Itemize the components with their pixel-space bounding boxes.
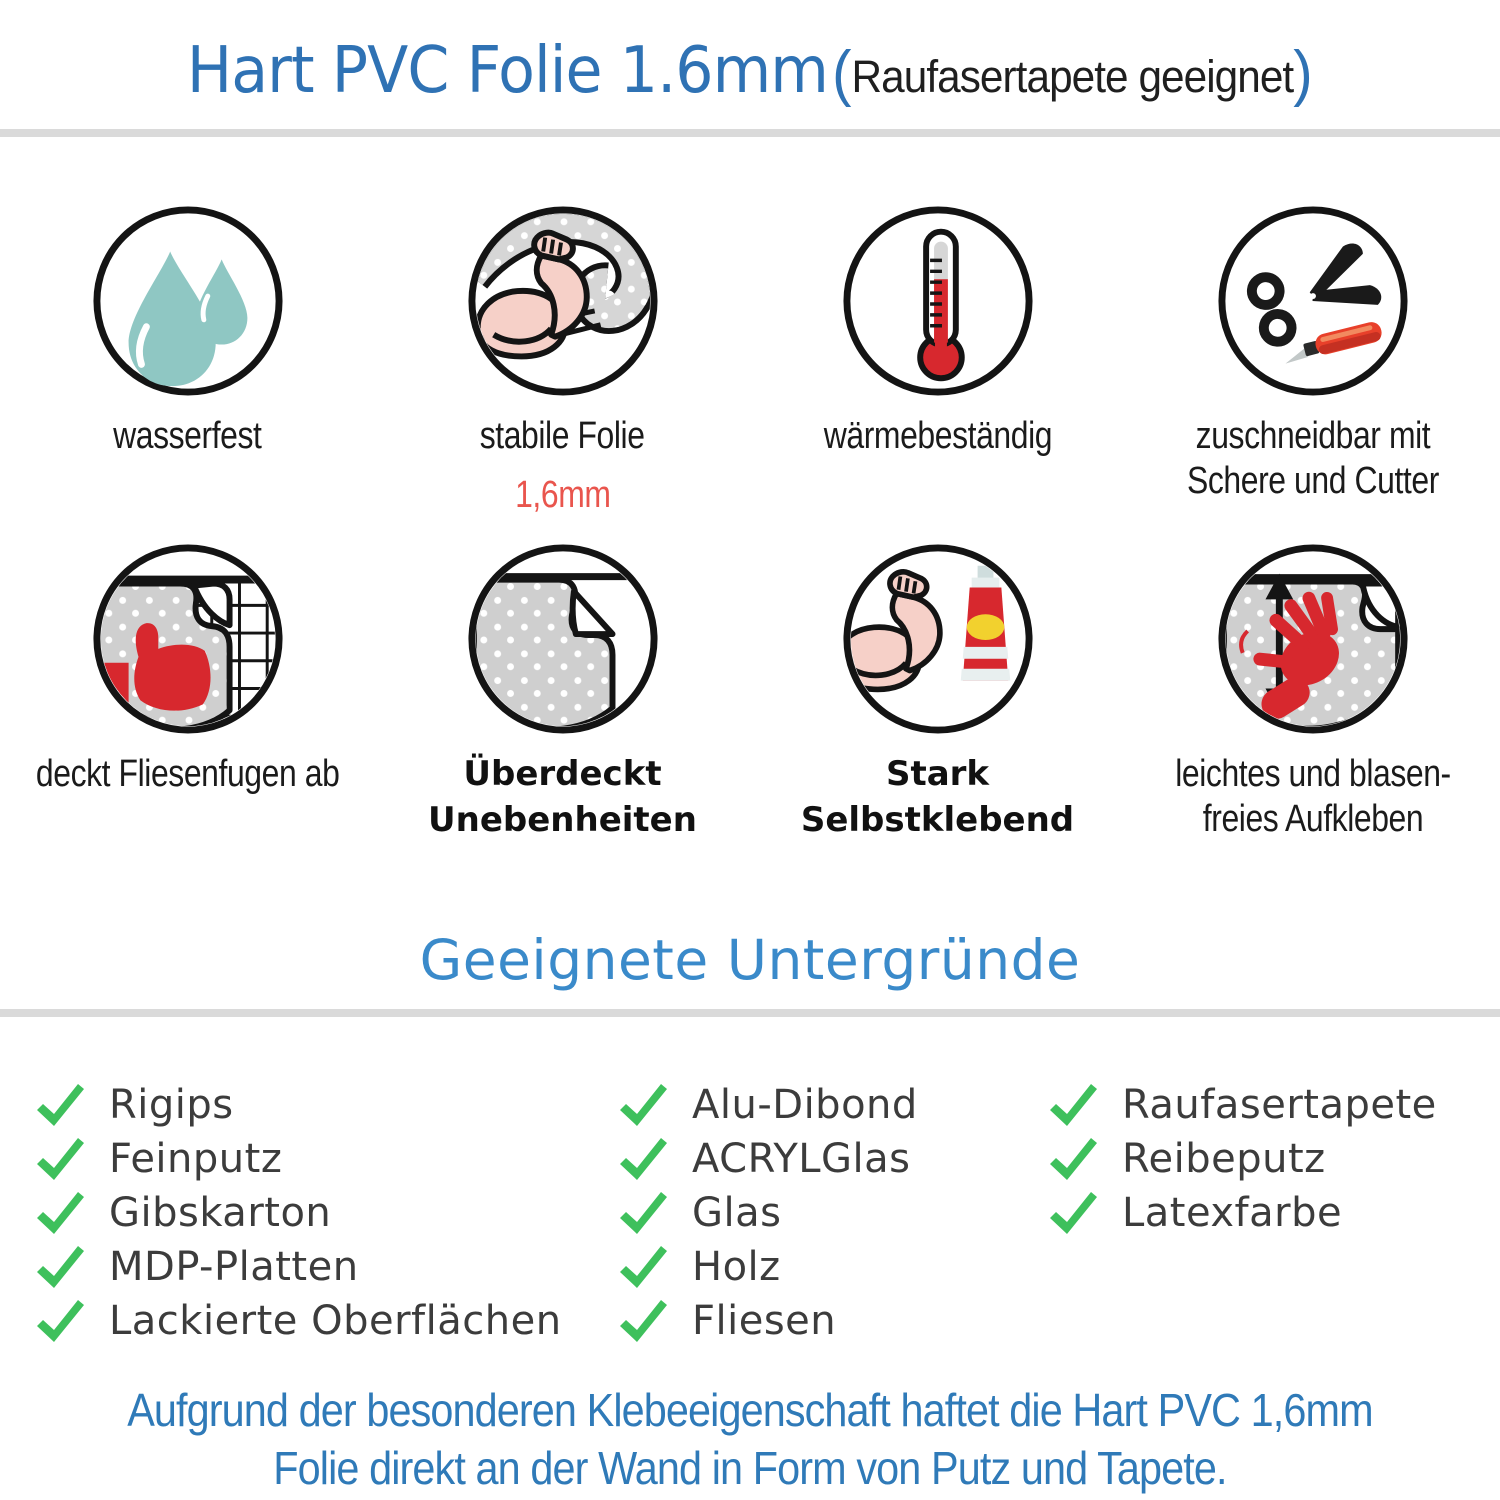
- checklist-item: [1048, 1132, 1437, 1186]
- muscle-glue-tube-icon: [839, 540, 1037, 738]
- feature-cuttable: [1125, 202, 1500, 518]
- page-title: [0, 34, 1500, 109]
- check-icon: [1048, 1191, 1100, 1235]
- feature-heat-resistant: [750, 202, 1125, 518]
- check-icon: [1048, 1083, 1100, 1127]
- surface-column-3: [1048, 1078, 1437, 1240]
- title-paren-close: ): [1293, 39, 1313, 108]
- surface-label: Gibskarton: [109, 1190, 332, 1236]
- feature-label: [1175, 752, 1451, 842]
- feature-waterproof: [0, 202, 375, 518]
- dotted-film-fold-icon: [464, 540, 662, 738]
- feature-label: wärmebeständig: [823, 415, 1052, 457]
- feature-label-line: leichtes und blasen-: [1174, 753, 1451, 795]
- surface-label: Reibeputz: [1122, 1136, 1326, 1182]
- feature-label: [801, 752, 1074, 844]
- surface-label: Glas: [692, 1190, 782, 1236]
- checklist-item: [35, 1132, 562, 1186]
- feature-label-line: zuschneidbar mit: [1195, 415, 1430, 457]
- divider-middle: [0, 1009, 1500, 1017]
- check-icon: [618, 1191, 670, 1235]
- checklist-item: [618, 1078, 918, 1132]
- feature-label-line: Stark: [885, 754, 990, 794]
- footer-note: [0, 1382, 1500, 1498]
- footer-line-2: Folie direkt an der Wand in Form von Putz und Tapete.: [273, 1441, 1227, 1494]
- feature-label-line: Schere und Cutter: [1186, 459, 1439, 502]
- feature-label: deckt Fliesenfugen ab: [35, 753, 340, 795]
- surface-label: Latexfarbe: [1122, 1190, 1343, 1236]
- thumb-up-tiles-icon: [89, 540, 287, 738]
- check-icon: [618, 1083, 670, 1127]
- feature-thickness-label: 1,6mm: [514, 473, 611, 516]
- hand-smoothing-film-icon: [1214, 540, 1412, 738]
- checklist-item: [1048, 1186, 1437, 1240]
- feature-label: wasserfest: [113, 415, 262, 457]
- feature-label: stabile Folie: [480, 415, 645, 457]
- check-icon: [618, 1299, 670, 1343]
- check-icon: [1048, 1137, 1100, 1181]
- thermometer-icon: [839, 202, 1037, 400]
- check-icon: [35, 1083, 87, 1127]
- feature-label-line: Unebenheiten: [428, 799, 697, 840]
- checklist-item: [618, 1132, 918, 1186]
- checklist-item: [618, 1294, 918, 1348]
- surface-label: MDP-Platten: [109, 1244, 359, 1290]
- feature-stable-film: [375, 202, 750, 518]
- surface-label: Feinputz: [109, 1136, 283, 1182]
- surface-label: Holz: [692, 1244, 781, 1290]
- feature-label-line: freies Aufkleben: [1202, 797, 1423, 840]
- checklist-item: [35, 1186, 562, 1240]
- muscle-film-roll-icon: [464, 202, 662, 400]
- check-icon: [618, 1137, 670, 1181]
- surface-label: Rigips: [109, 1082, 234, 1128]
- feature-label-line: Überdeckt: [463, 754, 662, 794]
- checklist-item: [618, 1240, 918, 1294]
- check-icon: [618, 1245, 670, 1289]
- feature-row-2: [0, 540, 1500, 844]
- feature-label: [428, 752, 697, 844]
- surface-column-1: [35, 1078, 562, 1348]
- checklist-item: [618, 1186, 918, 1240]
- feature-label-line: Selbstklebend: [800, 799, 1075, 840]
- check-icon: [35, 1191, 87, 1235]
- feature-bubble-free-application: [1125, 540, 1500, 844]
- section-title-suitable-surfaces: Geeignete Untergründe: [419, 928, 1081, 992]
- surface-label: Fliesen: [692, 1298, 837, 1344]
- feature-label: [1187, 414, 1439, 504]
- checklist-item: [35, 1240, 562, 1294]
- title-main: Hart PVC Folie 1.6mm: [187, 34, 829, 108]
- title-subtitle: Raufasertapete geeignet: [851, 51, 1294, 102]
- surface-label: Alu-Dibond: [692, 1082, 918, 1128]
- footer-line-1: Aufgrund der besonderen Klebeeigenschaft haftet die Hart PVC 1,6mm: [127, 1384, 1373, 1436]
- surface-label: Lackierte Oberflächen: [109, 1298, 562, 1344]
- feature-strong-adhesive: [750, 540, 1125, 844]
- surface-column-2: [618, 1078, 918, 1348]
- scissors-cutter-icon: [1214, 202, 1412, 400]
- feature-covers-unevenness: [375, 540, 750, 844]
- surface-label: Raufasertapete: [1122, 1082, 1437, 1128]
- check-icon: [35, 1245, 87, 1289]
- check-icon: [35, 1299, 87, 1343]
- check-icon: [35, 1137, 87, 1181]
- feature-row-1: [0, 202, 1500, 518]
- water-drops-icon: [89, 202, 287, 400]
- divider-top: [0, 129, 1500, 137]
- feature-covers-tile-joints: [0, 540, 375, 844]
- checklist-item: [35, 1294, 562, 1348]
- checklist-item: [35, 1078, 562, 1132]
- checklist-item: [1048, 1078, 1437, 1132]
- title-paren-open: (: [832, 39, 852, 108]
- surface-label: ACRYLGlas: [692, 1136, 911, 1182]
